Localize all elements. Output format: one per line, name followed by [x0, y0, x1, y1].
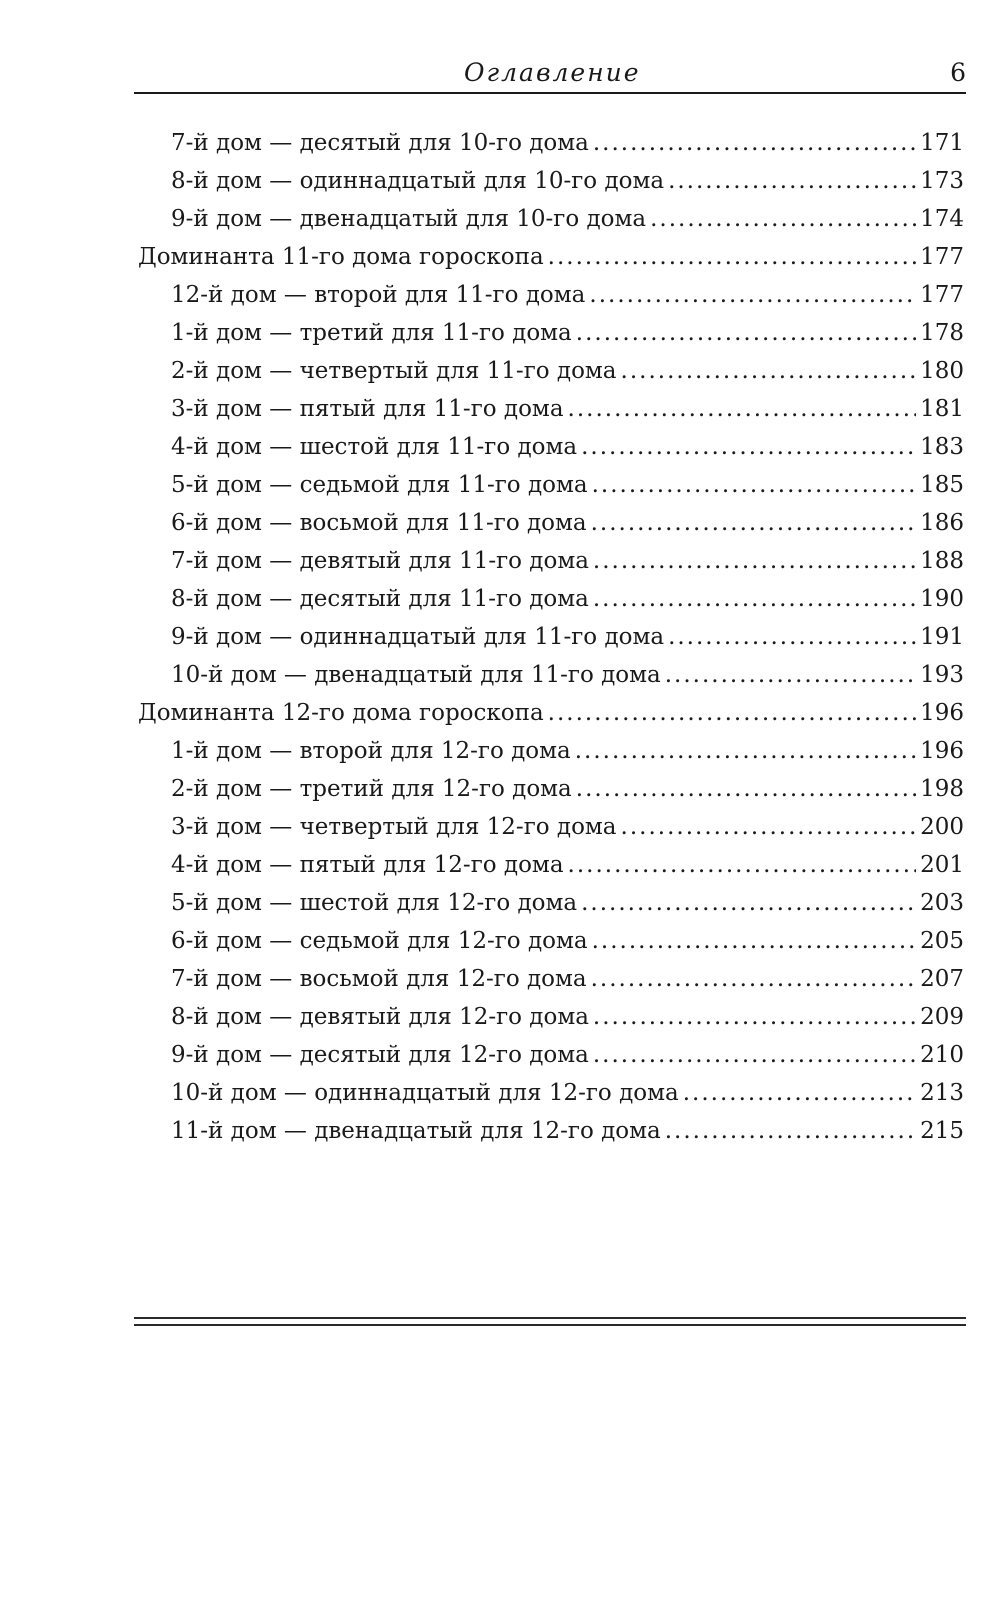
- toc-entry: [138, 276, 964, 314]
- toc-entry-label: 6-й дом — седьмой для 12-го дома: [171, 928, 588, 954]
- toc-leader-dots: [576, 770, 916, 808]
- toc-entry: [138, 770, 964, 808]
- toc-entry-label: 7-й дом — девятый для 11-го дома: [171, 548, 589, 574]
- toc-leader-dots: [581, 428, 916, 466]
- toc-entry: [138, 846, 964, 884]
- footer-rule-top: [134, 1317, 966, 1319]
- toc-entry-label: 1-й дом — третий для 11-го дома: [171, 320, 572, 346]
- toc-entry-page: 201: [920, 852, 964, 878]
- toc-leader-dots: [593, 542, 916, 580]
- toc-entry: [138, 200, 964, 238]
- toc-leader-dots: [593, 1036, 916, 1074]
- toc-entry-page: 215: [920, 1118, 964, 1144]
- table-of-contents: [138, 124, 964, 1150]
- toc-leader-dots: [592, 922, 917, 960]
- toc-entry: [138, 390, 964, 428]
- toc-entry-page: 181: [920, 396, 964, 422]
- toc-entry-label: 9-й дом — двенадцатый для 10-го дома: [171, 206, 647, 232]
- toc-entry: [138, 884, 964, 922]
- toc-entry-label: 4-й дом — шестой для 11-го дома: [171, 434, 578, 460]
- toc-entry-label: 3-й дом — четвертый для 12-го дома: [171, 814, 617, 840]
- toc-entry-page: 186: [920, 510, 964, 536]
- toc-entry: [138, 618, 964, 656]
- toc-entry-page: 198: [920, 776, 964, 802]
- toc-entry-label: 8-й дом — десятый для 11-го дома: [171, 586, 589, 612]
- running-header: [134, 52, 966, 92]
- toc-entry-page: 171: [920, 130, 964, 156]
- toc-entry-page: 173: [920, 168, 964, 194]
- toc-leader-dots: [668, 618, 916, 656]
- toc-leader-dots: [575, 732, 916, 770]
- toc-entry-label: 8-й дом — одиннадцатый для 10-го дома: [171, 168, 665, 194]
- toc-entry: [138, 162, 964, 200]
- toc-entry: [138, 580, 964, 618]
- toc-entry-page: 185: [920, 472, 964, 498]
- toc-entry-label: Доминанта 11-го дома гороскопа: [138, 244, 544, 270]
- header-title: Оглавление: [464, 58, 641, 87]
- toc-entry-label: 2-й дом — третий для 12-го дома: [171, 776, 572, 802]
- toc-leader-dots: [650, 200, 916, 238]
- toc-entry: [138, 1074, 964, 1112]
- toc-entry-page: 203: [920, 890, 964, 916]
- toc-entry: [138, 656, 964, 694]
- toc-entry-page: 196: [920, 738, 964, 764]
- toc-leader-dots: [592, 466, 917, 504]
- toc-entry-label: 9-й дом — десятый для 12-го дома: [171, 1042, 589, 1068]
- toc-entry-label: 10-й дом — двенадцатый для 11-го дома: [171, 662, 661, 688]
- toc-entry: [138, 1036, 964, 1074]
- toc-entry-page: 174: [920, 206, 964, 232]
- toc-entry: [138, 314, 964, 352]
- toc-entry-label: 1-й дом — второй для 12-го дома: [171, 738, 571, 764]
- toc-entry-page: 209: [920, 1004, 964, 1030]
- toc-entry: [138, 352, 964, 390]
- toc-leader-dots: [589, 276, 916, 314]
- toc-entry: [138, 998, 964, 1036]
- toc-leader-dots: [593, 124, 916, 162]
- toc-leader-dots: [568, 846, 917, 884]
- toc-entry-page: 178: [920, 320, 964, 346]
- page-number: 6: [950, 58, 966, 87]
- toc-entry-page: 191: [920, 624, 964, 650]
- toc-entry-page: 200: [920, 814, 964, 840]
- toc-leader-dots: [683, 1074, 916, 1112]
- toc-leader-dots: [591, 504, 916, 542]
- toc-entry-label: 5-й дом — шестой для 12-го дома: [171, 890, 578, 916]
- toc-entry-page: 188: [920, 548, 964, 574]
- toc-leader-dots: [621, 352, 917, 390]
- toc-entry-label: 6-й дом — восьмой для 11-го дома: [171, 510, 587, 536]
- header-rule: [134, 92, 966, 94]
- toc-entry-page: 177: [920, 244, 964, 270]
- toc-entry-page: 210: [920, 1042, 964, 1068]
- toc-entry-label: Доминанта 12-го дома гороскопа: [138, 700, 544, 726]
- toc-entry-label: 5-й дом — седьмой для 11-го дома: [171, 472, 588, 498]
- toc-leader-dots: [593, 998, 916, 1036]
- toc-entry-label: 12-й дом — второй для 11-го дома: [171, 282, 586, 308]
- toc-entry-page: 207: [920, 966, 964, 992]
- toc-entry-page: 196: [920, 700, 964, 726]
- toc-entry-page: 183: [920, 434, 964, 460]
- toc-entry-label: 3-й дом — пятый для 11-го дома: [171, 396, 564, 422]
- toc-section-entry: [138, 238, 964, 276]
- toc-entry-page: 180: [920, 358, 964, 384]
- toc-entry: [138, 1112, 964, 1150]
- toc-entry-label: 2-й дом — четвертый для 11-го дома: [171, 358, 617, 384]
- toc-entry: [138, 808, 964, 846]
- toc-entry-page: 177: [920, 282, 964, 308]
- toc-entry-label: 9-й дом — одиннадцатый для 11-го дома: [171, 624, 665, 650]
- toc-entry-page: 193: [920, 662, 964, 688]
- toc-entry-label: 11-й дом — двенадцатый для 12-го дома: [171, 1118, 661, 1144]
- toc-leader-dots: [591, 960, 916, 998]
- toc-entry: [138, 732, 964, 770]
- toc-entry-label: 4-й дом — пятый для 12-го дома: [171, 852, 564, 878]
- toc-leader-dots: [576, 314, 916, 352]
- toc-leader-dots: [668, 162, 916, 200]
- toc-entry: [138, 960, 964, 998]
- toc-entry-label: 10-й дом — одиннадцатый для 12-го дома: [171, 1080, 679, 1106]
- toc-leader-dots: [665, 1112, 916, 1150]
- toc-entry: [138, 542, 964, 580]
- toc-leader-dots: [568, 390, 917, 428]
- footer-rule-bottom: [134, 1324, 966, 1326]
- toc-leader-dots: [548, 694, 916, 732]
- toc-entry: [138, 428, 964, 466]
- toc-entry: [138, 504, 964, 542]
- toc-section-entry: [138, 694, 964, 732]
- toc-leader-dots: [581, 884, 916, 922]
- toc-entry: [138, 922, 964, 960]
- toc-leader-dots: [593, 580, 916, 618]
- toc-entry-label: 7-й дом — восьмой для 12-го дома: [171, 966, 587, 992]
- toc-leader-dots: [621, 808, 917, 846]
- toc-entry-page: 213: [920, 1080, 964, 1106]
- toc-leader-dots: [548, 238, 916, 276]
- toc-entry: [138, 466, 964, 504]
- toc-entry-label: 8-й дом — девятый для 12-го дома: [171, 1004, 589, 1030]
- toc-entry-page: 190: [920, 586, 964, 612]
- toc-entry-page: 205: [920, 928, 964, 954]
- toc-leader-dots: [665, 656, 916, 694]
- toc-entry-label: 7-й дом — десятый для 10-го дома: [171, 130, 589, 156]
- toc-entry: [138, 124, 964, 162]
